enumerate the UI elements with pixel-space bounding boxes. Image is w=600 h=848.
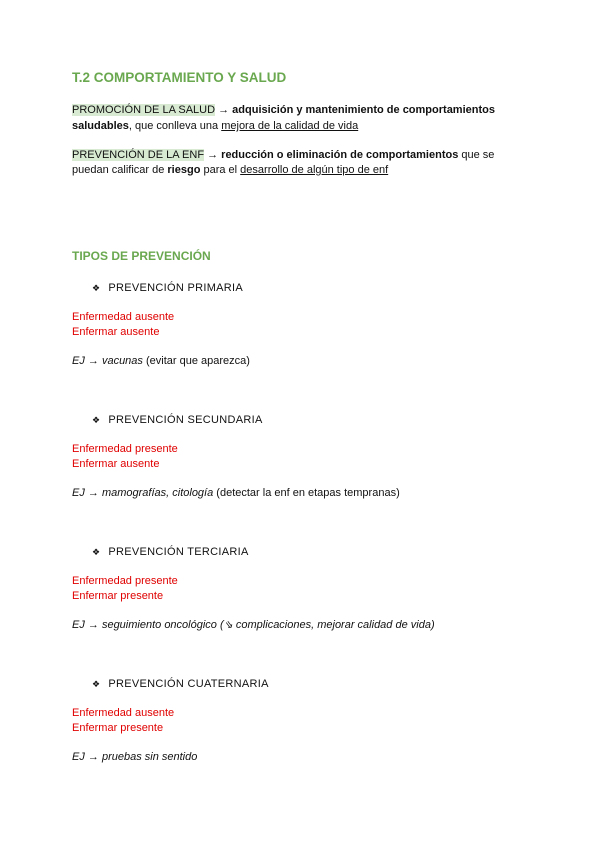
prevencion-line-2 — [72, 163, 388, 178]
terciaria-line-1: Enfermedad presente — [72, 575, 178, 587]
promocion-underlined: mejora de la calidad de vida — [221, 120, 359, 132]
prevencion-line2-b: para el — [200, 164, 241, 176]
prevencion-underlined: desarrollo de algún tipo de enf — [240, 164, 389, 176]
secundaria-line-1: Enfermedad presente — [72, 443, 178, 455]
example-italic: EJ → pruebas sin sentido — [72, 751, 198, 763]
example-rest: (detectar la enf en etapas tempranas) — [213, 487, 400, 499]
bullet-primaria — [92, 281, 243, 296]
prevencion-rest-text: que se — [458, 149, 495, 161]
bullet-label: PREVENCIÓN PRIMARIA — [108, 282, 244, 294]
diamond-bullet-icon: ❖ — [92, 415, 101, 425]
prevencion-term: PREVENCIÓN DE LA ENF — [72, 149, 205, 161]
diamond-bullet-icon: ❖ — [92, 283, 101, 293]
example-italic: EJ → vacunas — [72, 355, 143, 367]
promocion-mid-text: , que conlleva una — [128, 120, 222, 132]
bullet-cuaternaria — [92, 677, 269, 692]
cuaternaria-line-1: Enfermedad ausente — [72, 707, 175, 719]
example-rest: (evitar que aparezca) — [142, 355, 250, 367]
prevencion-line2-a: puedan calificar de — [72, 164, 168, 176]
promocion-bold-word: saludables — [72, 120, 129, 132]
page-title: T.2 COMPORTAMIENTO Y SALUD — [72, 70, 287, 85]
bullet-label: PREVENCIÓN TERCIARIA — [108, 546, 249, 558]
primaria-example — [72, 354, 250, 369]
bullet-label: PREVENCIÓN CUATERNARIA — [108, 678, 269, 690]
prevencion-line-1 — [72, 148, 494, 163]
cuaternaria-line-2: Enfermar presente — [72, 722, 164, 734]
secundaria-line-2: Enfermar ausente — [72, 458, 160, 470]
primaria-line-1: Enfermedad ausente — [72, 311, 175, 323]
secundaria-example — [72, 486, 400, 501]
bullet-terciaria — [92, 545, 249, 560]
example-italic: EJ → seguimiento oncológico (⇘ complicaciones, mejorar calidad de vida) — [72, 619, 435, 631]
promocion-term: PROMOCIÓN DE LA SALUD — [72, 104, 216, 116]
bullet-label: PREVENCIÓN SECUNDARIA — [108, 414, 263, 426]
primaria-line-2: Enfermar ausente — [72, 326, 160, 338]
diamond-bullet-icon: ❖ — [92, 679, 101, 689]
terciaria-example — [72, 618, 435, 633]
example-italic: EJ → mamografías, citología — [72, 487, 214, 499]
prevencion-arrow-text: → reducción o eliminación de comportamientos — [204, 149, 459, 161]
terciaria-line-2: Enfermar presente — [72, 590, 164, 602]
promocion-line-1 — [72, 103, 495, 118]
bullet-secundaria — [92, 413, 263, 428]
prevencion-riesgo: riesgo — [167, 164, 201, 176]
diamond-bullet-icon: ❖ — [92, 547, 101, 557]
promocion-line-2 — [72, 119, 358, 134]
cuaternaria-example — [72, 750, 197, 765]
tipos-heading: TIPOS DE PREVENCIÓN — [72, 249, 211, 263]
promocion-arrow-text: → adquisición y mantenimiento de comportamientos — [218, 104, 495, 116]
